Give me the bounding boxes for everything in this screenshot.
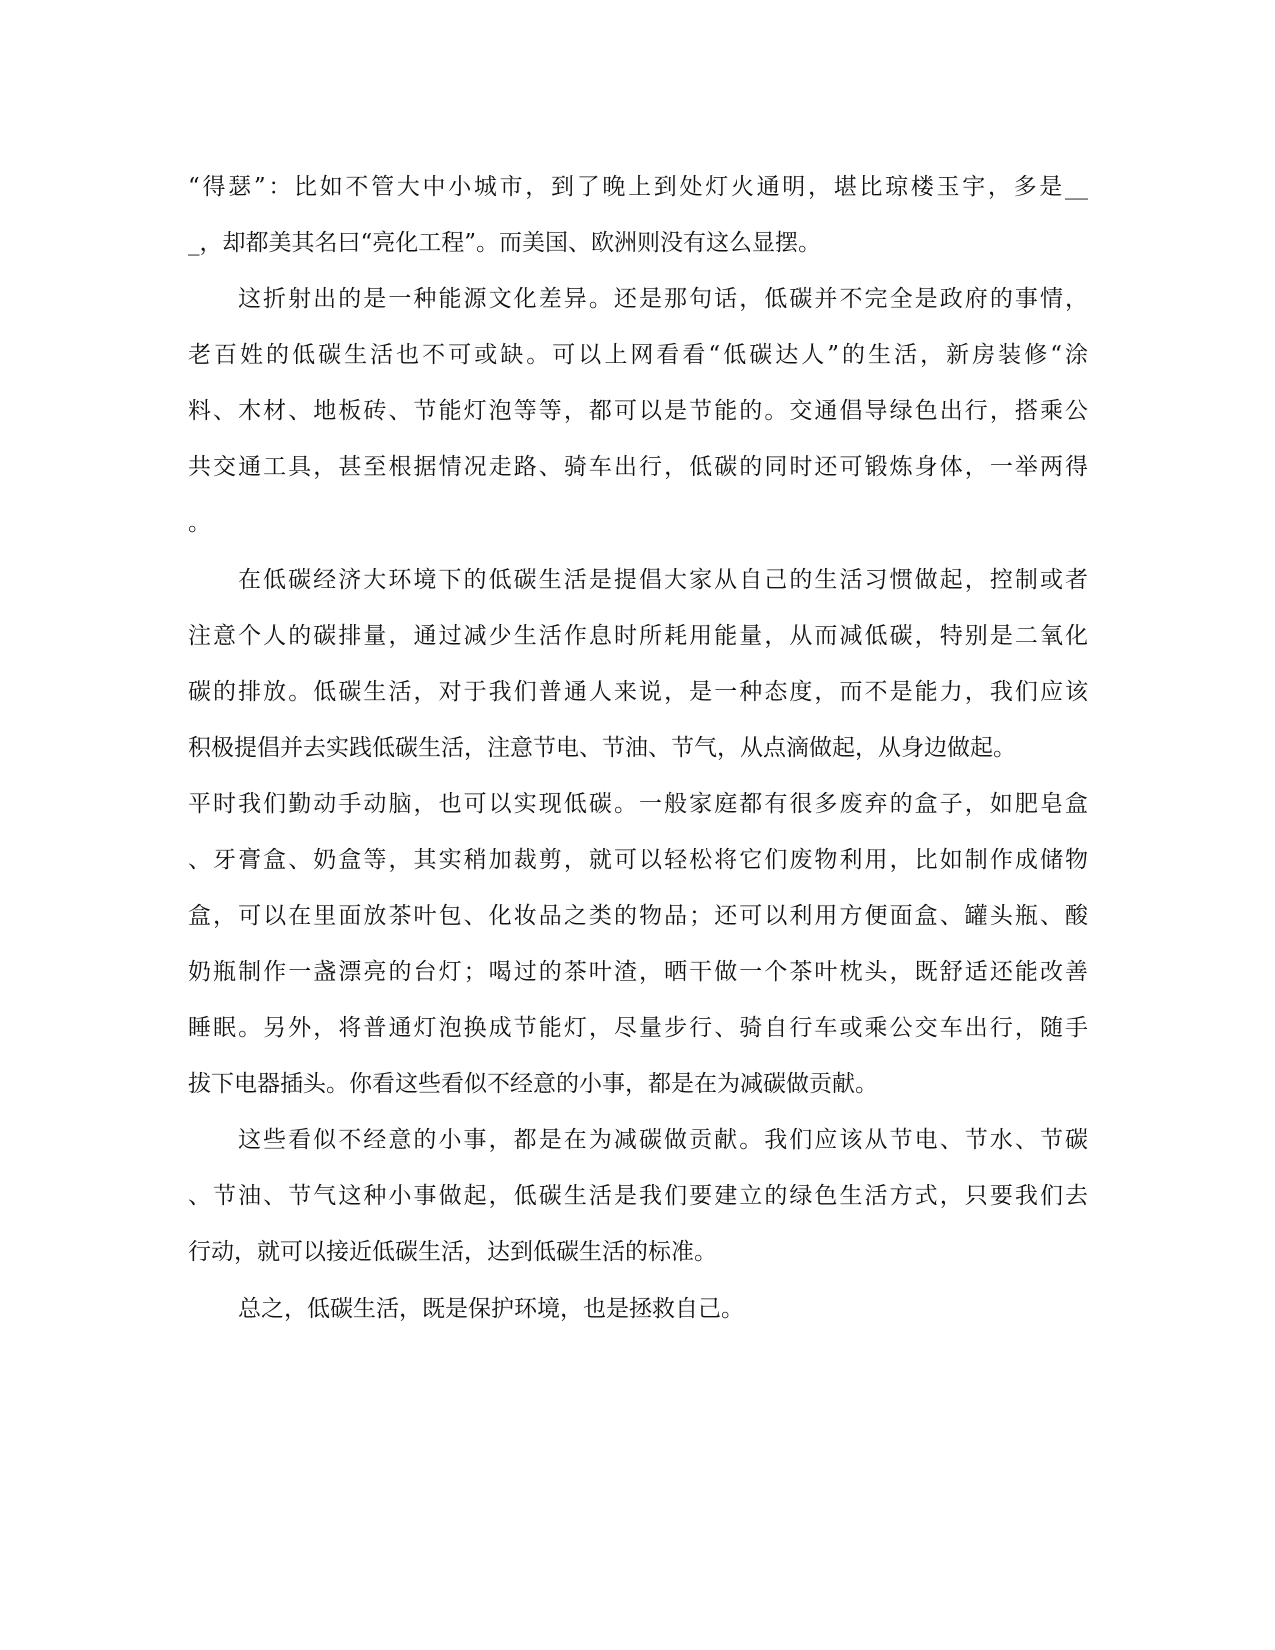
text-line: 。 <box>188 510 211 536</box>
text-line: 注意个人的碳排量，通过减少生活作息时所耗用能量，从而减低碳，特别是二氧化 <box>188 623 1088 649</box>
text-line: 老百姓的低碳生活也不可或缺。可以上网看看“低碳达人”的生活，新房装修“涂 <box>188 342 1088 368</box>
text-line: 总之，低碳生活，既是保护环境，也是拯救自己。 <box>238 1296 744 1322</box>
text-line: 积极提倡并去实践低碳生活，注意节电、节油、节气，从点滴做起，从身边做起。 <box>188 735 1016 761</box>
text-line: 这折射出的是一种能源文化差异。还是那句话，低碳并不完全是政府的事情， <box>238 286 1088 312</box>
text-line: 这些看似不经意的小事，都是在为减碳做贡献。我们应该从节电、节水、节碳 <box>238 1127 1088 1153</box>
text-line: 睡眠。另外，将普通灯泡换成节能灯，尽量步行、骑自行车或乘公交车出行，随手 <box>188 1015 1088 1041</box>
text-line: 在低碳经济大环境下的低碳生活是提倡大家从自己的生活习惯做起，控制或者 <box>238 567 1088 593</box>
text-line: 料、木材、地板砖、节能灯泡等等，都可以是节能的。交通倡导绿色出行，搭乘公 <box>188 398 1088 424</box>
text-line: “得瑟”：比如不管大中小城市，到了晚上到处灯火通明，堪比琼楼玉宇，多是__ <box>188 174 1088 200</box>
text-line: 、牙膏盒、奶盒等，其实稍加裁剪，就可以轻松将它们废物利用，比如制作成储物 <box>188 847 1088 873</box>
text-line: _，却都美其名曰“亮化工程”。而美国、欧洲则没有这么显摆。 <box>188 230 822 256</box>
text-line: 、节油、节气这种小事做起，低碳生活是我们要建立的绿色生活方式，只要我们去 <box>188 1183 1088 1209</box>
text-line: 盒，可以在里面放茶叶包、化妆品之类的物品；还可以利用方便面盒、罐头瓶、酸 <box>188 903 1088 929</box>
text-line: 奶瓶制作一盏漂亮的台灯；喝过的茶叶渣，晒干做一个茶叶枕头，既舒适还能改善 <box>188 959 1088 985</box>
text-line: 拔下电器插头。你看这些看似不经意的小事，都是在为减碳做贡献。 <box>188 1071 878 1097</box>
text-line: 平时我们勤动手动脑，也可以实现低碳。一般家庭都有很多废弃的盒子，如肥皂盒 <box>188 791 1088 817</box>
text-line: 行动，就可以接近低碳生活，达到低碳生活的标准。 <box>188 1239 717 1265</box>
text-line: 共交通工具，甚至根据情况走路、骑车出行，低碳的同时还可锻炼身体，一举两得 <box>188 454 1088 480</box>
text-line: 碳的排放。低碳生活，对于我们普通人来说，是一种态度，而不是能力，我们应该 <box>188 679 1088 705</box>
